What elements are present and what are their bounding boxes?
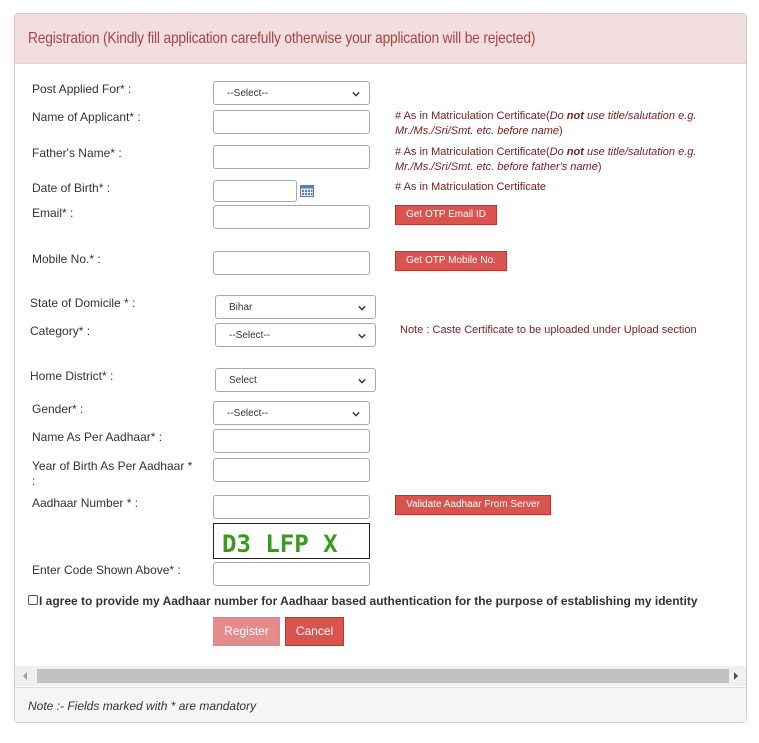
gender-select-value: --Select-- xyxy=(227,408,269,419)
gender-select[interactable] xyxy=(213,401,370,425)
get-otp-mobile-button[interactable]: Get OTP Mobile No. xyxy=(395,251,507,271)
father-name-label: Father's Name* : xyxy=(32,146,122,160)
chevron-down-icon xyxy=(358,304,366,312)
register-button[interactable]: Register xyxy=(213,617,280,646)
applicant-name-hint: # As in Matriculation Certificate(Do not use title/salutation e.g. Mr./Ms./Sri/Smt. etc. before name) xyxy=(395,110,697,137)
captcha-graphic xyxy=(214,524,369,558)
state-select-value: Bihar xyxy=(229,302,253,313)
get-otp-email-button[interactable]: Get OTP Email ID xyxy=(395,205,497,225)
scroll-right-arrow-icon[interactable] xyxy=(733,672,739,680)
gender-label: Gender* : xyxy=(32,402,84,416)
dob-input[interactable] xyxy=(213,180,297,202)
captcha-code-input[interactable] xyxy=(213,562,370,586)
post-select-value: --Select-- xyxy=(227,88,269,99)
post-label: Post Applied For* : xyxy=(32,82,132,96)
post-select[interactable] xyxy=(213,81,370,105)
cancel-button[interactable]: Cancel xyxy=(285,617,344,646)
aadhaar-year-label: Year of Birth As Per Aadhaar * : xyxy=(32,459,193,488)
page-title: Registration (Kindly fill application carefully otherwise your application will be rejected) xyxy=(28,30,536,47)
agree-text: I agree to provide my Aadhaar number for Aadhaar based authentication for the purpose of establishing my identity xyxy=(39,594,698,608)
father-name-hint: # As in Matriculation Certificate(Do not use title/salutation e.g. Mr./Ms./Sri/Smt. etc. before father's name) xyxy=(395,146,697,173)
category-select-value: --Select-- xyxy=(229,330,271,341)
captcha-image xyxy=(213,523,370,559)
state-label: State of Domicile * : xyxy=(30,296,136,310)
mobile-label: Mobile No.* : xyxy=(32,252,101,266)
email-input[interactable] xyxy=(213,205,370,229)
calendar-icon[interactable] xyxy=(300,184,314,197)
email-label: Email* : xyxy=(32,206,74,220)
dob-hint: # As in Matriculation Certificate xyxy=(395,181,547,193)
code-label: Enter Code Shown Above* : xyxy=(32,563,181,577)
aadhaar-number-label: Aadhaar Number * : xyxy=(32,496,139,510)
father-name-input[interactable] xyxy=(213,145,370,169)
scroll-left-arrow-icon[interactable] xyxy=(22,672,28,680)
captcha-text: D3 LFP X xyxy=(222,530,338,558)
applicant-name-input[interactable] xyxy=(213,110,370,134)
district-select[interactable] xyxy=(215,368,376,392)
aadhaar-name-label: Name As Per Aadhaar* : xyxy=(32,430,163,444)
aadhaar-name-input[interactable] xyxy=(213,429,370,453)
panel-header xyxy=(15,14,746,64)
chevron-down-icon xyxy=(358,332,366,340)
validate-aadhaar-button[interactable]: Validate Aadhaar From Server xyxy=(395,495,551,515)
category-select[interactable] xyxy=(215,323,376,347)
panel-footer xyxy=(15,687,746,722)
applicant-name-label: Name of Applicant* : xyxy=(32,110,141,124)
state-select[interactable] xyxy=(215,295,376,319)
chevron-down-icon xyxy=(352,410,360,418)
category-note: Note : Caste Certificate to be uploaded under Upload section xyxy=(400,324,697,336)
dob-label: Date of Birth* : xyxy=(32,181,111,195)
district-select-value: Select xyxy=(229,375,257,386)
aadhaar-number-input[interactable] xyxy=(213,495,370,519)
mobile-input[interactable] xyxy=(213,251,370,275)
chevron-down-icon xyxy=(358,377,366,385)
scrollbar-thumb[interactable] xyxy=(37,669,729,683)
district-label: Home District* : xyxy=(30,369,114,383)
aadhaar-year-input[interactable] xyxy=(213,458,370,482)
agree-checkbox[interactable] xyxy=(28,595,38,605)
horizontal-scrollbar[interactable] xyxy=(15,666,746,686)
category-label: Category* : xyxy=(30,324,91,338)
chevron-down-icon xyxy=(352,90,360,98)
mandatory-note: Note :- Fields marked with * are mandatory xyxy=(28,699,257,713)
